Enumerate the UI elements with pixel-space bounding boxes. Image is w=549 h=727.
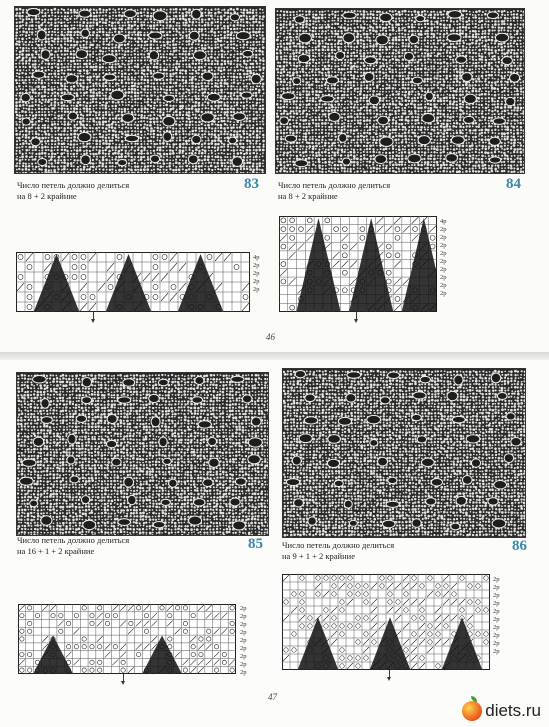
row-label: 2р [440, 282, 447, 289]
knit-chart-83 [16, 252, 250, 312]
pattern-number-86: 86 [512, 538, 527, 554]
knit-photo-83 [14, 6, 266, 174]
row-label: 2р [493, 640, 500, 647]
knit-chart-86 [282, 574, 490, 670]
caption-83-line1: Число петель должно делиться [17, 180, 130, 190]
row-label: 4р [440, 218, 447, 225]
row-label: 2р [253, 270, 260, 277]
row-label: 2р [253, 286, 260, 293]
caption-86-line2: на 9 + 1 + 2 крайние [282, 551, 355, 561]
page-gutter [0, 352, 549, 360]
pattern-number-84: 84 [506, 176, 521, 192]
page-47 [0, 360, 549, 727]
row-label: 2р [440, 266, 447, 273]
caption-84 [278, 180, 390, 202]
row-label: 2р [240, 605, 247, 612]
pattern-number-83: 83 [244, 176, 259, 192]
caption-83 [17, 180, 129, 202]
row-label: 2р [240, 653, 247, 660]
row-label: 4р [253, 254, 260, 261]
row-label: 2р [493, 648, 500, 655]
row-labels-83 [253, 254, 260, 294]
row-label: 2р [240, 661, 247, 668]
row-label: 2р [440, 258, 447, 265]
caption-84-line1: Число петель должно делиться [278, 180, 391, 190]
page-number-bottom: 47 [268, 692, 277, 702]
row-label: 2р [240, 645, 247, 652]
start-arrow-85 [123, 674, 124, 682]
logo-text: diets.ru [485, 701, 541, 720]
knit-chart-85 [18, 604, 236, 674]
row-label: 2р [253, 278, 260, 285]
caption-86 [282, 540, 394, 562]
row-label: 2р [440, 226, 447, 233]
caption-84-line2: на 8 + 2 крайние [278, 191, 338, 201]
row-label: 2р [240, 669, 247, 676]
row-label: 2р [493, 632, 500, 639]
start-arrow-86 [389, 670, 390, 678]
row-label: 2р [253, 262, 260, 269]
caption-85 [17, 535, 129, 557]
pattern-number-85: 85 [248, 536, 263, 552]
row-label: 2р [440, 250, 447, 257]
row-label: 2р [240, 629, 247, 636]
row-label: 2р [240, 613, 247, 620]
row-label: 2р [440, 242, 447, 249]
row-label: 2р [493, 600, 500, 607]
row-label: 2р [240, 637, 247, 644]
row-label: 2р [440, 290, 447, 297]
knit-photo-85 [16, 372, 269, 536]
caption-83-line2: на 8 + 2 крайние [17, 191, 77, 201]
knit-chart-84 [279, 216, 437, 312]
knit-photo-84 [275, 8, 525, 174]
start-arrow-84 [356, 312, 357, 320]
apple-icon [462, 701, 482, 721]
row-labels-84 [440, 218, 447, 298]
start-arrow-83 [93, 312, 94, 320]
row-label: 2р [440, 274, 447, 281]
caption-85-line1: Число петель должно делиться [17, 535, 130, 545]
row-label: 2р [240, 621, 247, 628]
row-label: 2р [493, 616, 500, 623]
page-46 [0, 0, 549, 352]
row-label: 2р [493, 576, 500, 583]
page-number-top: 46 [266, 332, 275, 342]
row-label: 2р [440, 234, 447, 241]
row-label: 2р [493, 608, 500, 615]
caption-85-line2: на 16 + 1 + 2 крайние [17, 546, 95, 556]
row-labels-85 [240, 605, 247, 677]
row-label: 2р [493, 584, 500, 591]
knit-photo-86 [282, 368, 526, 538]
diets-logo[interactable] [462, 701, 541, 721]
row-label: 2р [493, 624, 500, 631]
row-labels-86 [493, 576, 500, 656]
row-label: 2р [493, 592, 500, 599]
caption-86-line1: Число петель должно делиться [282, 540, 395, 550]
